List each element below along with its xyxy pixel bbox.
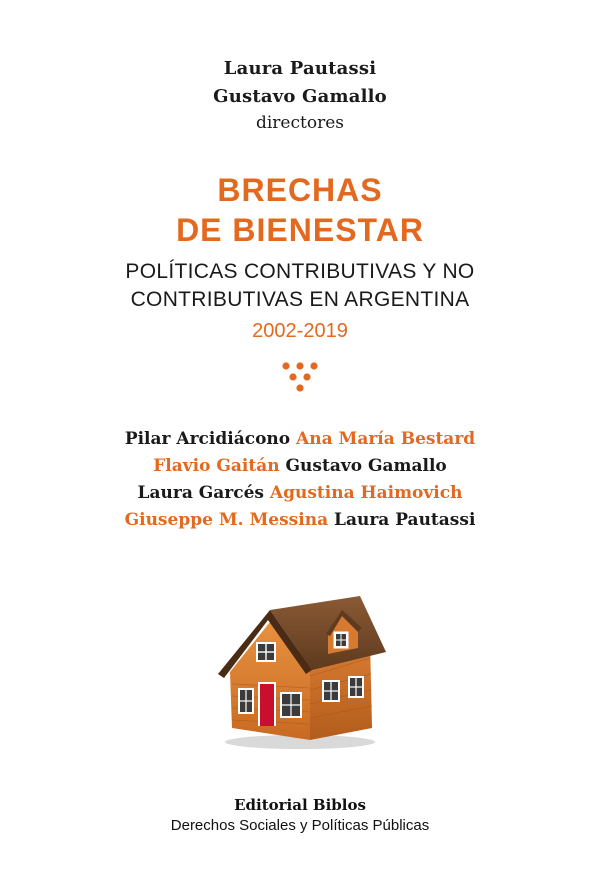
author-name: Gustavo Gamallo — [285, 456, 447, 476]
authors-line-2 — [0, 453, 600, 480]
directors-role: directores — [255, 113, 344, 133]
title-line-1: BRECHAS — [217, 172, 383, 208]
author-name: Agustina Haimovich — [269, 483, 463, 503]
author-name: Giuseppe M. Messina — [124, 510, 329, 530]
author-name: Laura Garcés — [137, 483, 264, 503]
house-icon — [210, 592, 390, 752]
years: 2002-2019 — [252, 320, 348, 342]
title-line-2: DE BIENESTAR — [176, 212, 424, 248]
author-name: Flavio Gaitán — [153, 456, 280, 476]
dots-ornament-icon — [276, 360, 324, 396]
book-subtitle — [0, 258, 600, 314]
subtitle-line-1: POLÍTICAS CONTRIBUTIVAS Y NO — [125, 260, 475, 283]
series-name: Derechos Sociales y Políticas Públicas — [170, 817, 430, 834]
authors-line-4 — [0, 507, 600, 534]
subtitle-line-2: CONTRIBUTIVAS EN ARGENTINA — [130, 288, 470, 311]
authors-line-3 — [0, 480, 600, 507]
authors-list — [0, 426, 600, 534]
authors-line-1 — [0, 426, 600, 453]
director-name-1: Laura Pautassi — [223, 58, 377, 79]
director-name-2: Gustavo Gamallo — [213, 86, 387, 107]
author-name: Pilar Arcidiácono — [124, 429, 291, 449]
publisher-name: Editorial Biblos — [234, 796, 366, 814]
book-title — [0, 170, 600, 250]
author-name: Ana María Bestard — [296, 429, 476, 449]
author-name: Laura Pautassi — [334, 510, 476, 530]
